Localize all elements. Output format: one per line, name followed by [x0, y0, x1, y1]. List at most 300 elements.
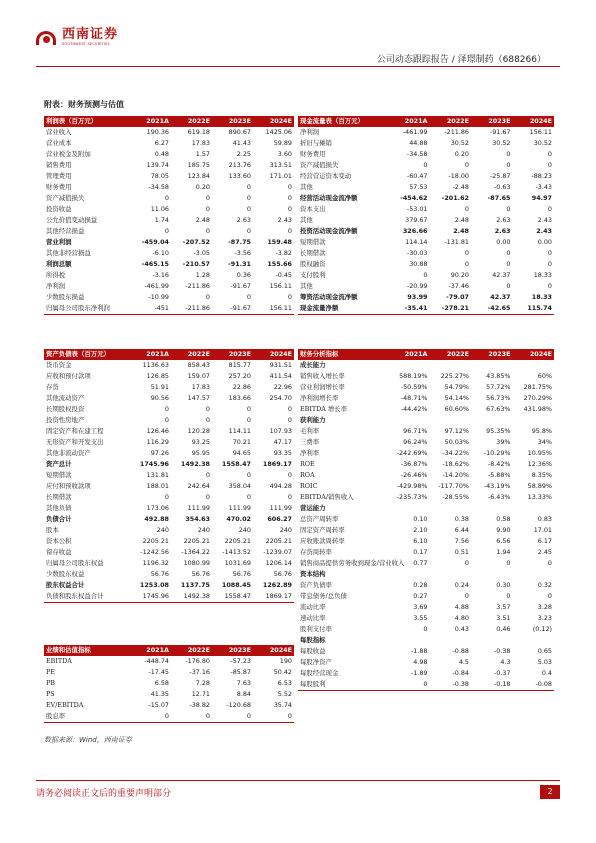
- cell-value: 0: [287, 194, 292, 202]
- cell-value: 173.06: [146, 504, 169, 512]
- row-label: 投资活动现金流净额: [300, 227, 358, 235]
- cell-value: 58.89%: [527, 482, 552, 490]
- cell-value: 11.06: [150, 205, 169, 213]
- cell-value: [471, 360, 513, 371]
- cell-value: 0: [547, 260, 552, 268]
- row-label: 股利支付率: [300, 625, 332, 633]
- cell-value: [430, 503, 472, 514]
- cell-value: 0: [506, 260, 511, 268]
- cell-value: 60.60%: [444, 405, 469, 413]
- row-label: EBITDA: [46, 657, 72, 665]
- row-label: 总资产周转率: [300, 515, 339, 523]
- cell-value: 97.26: [150, 449, 169, 457]
- cell-value: 0: [547, 205, 552, 213]
- header-divider: [36, 66, 560, 67]
- cell-value: 240: [197, 526, 210, 534]
- cell-value: 0: [246, 405, 251, 413]
- cell-value: 30.52: [533, 139, 552, 147]
- cell-value: 0: [547, 282, 552, 290]
- row-label: EV/EBITDA: [46, 701, 84, 709]
- table-row: [44, 215, 294, 226]
- cell-value: -10.29%: [483, 449, 511, 457]
- cell-value: 0: [205, 205, 210, 213]
- cell-value: 0: [246, 416, 251, 424]
- cell-value: -429.98%: [396, 482, 428, 490]
- cell-value: 0.10: [413, 515, 428, 523]
- cell-value: 2.43: [537, 216, 552, 224]
- table-row: [298, 514, 554, 525]
- cell-value: 1.28: [195, 271, 210, 279]
- table-row: [44, 237, 294, 248]
- cell-value: 93.99: [407, 293, 428, 301]
- cell-value: 240: [156, 526, 169, 534]
- cell-value: -48.71%: [400, 394, 428, 402]
- footer-divider: [36, 780, 560, 781]
- cell-value: 1.94: [496, 548, 511, 556]
- table-row: [298, 547, 554, 558]
- cell-value: -0.38: [430, 679, 472, 691]
- table-row: [44, 459, 294, 470]
- cell-value: -37.46: [448, 282, 469, 290]
- row-label: 投资收益: [46, 205, 72, 213]
- table-row: [44, 204, 294, 215]
- cell-value: [471, 635, 513, 646]
- cell-value: 171.01: [269, 172, 292, 180]
- column-header-year: 2024E: [253, 116, 294, 127]
- cell-value: 0.58: [496, 515, 511, 523]
- table-row: [44, 470, 294, 481]
- cell-value: 126.46: [146, 427, 169, 435]
- row-label: 每股指标: [300, 636, 326, 644]
- cell-value: -85.87: [230, 668, 251, 676]
- cell-value: -38.82: [189, 701, 210, 709]
- row-label: 长期借款: [46, 493, 72, 501]
- table-row: [298, 303, 554, 315]
- column-header-year: 2021A: [388, 116, 430, 127]
- cell-value: 313.51: [269, 161, 292, 169]
- cell-value: 0: [506, 559, 511, 567]
- cell-value: -278.21: [430, 303, 472, 315]
- cell-value: 18.33: [531, 293, 552, 301]
- cell-value: -211.86: [171, 303, 212, 315]
- cell-value: 18.33: [533, 271, 552, 279]
- table-row: [44, 171, 294, 182]
- cell-value: -0.08: [513, 679, 555, 691]
- cell-value: 1869.17: [262, 460, 292, 468]
- cell-value: -459.04: [141, 238, 169, 246]
- cell-value: 34%: [537, 438, 552, 446]
- cell-value: 0.51: [454, 548, 469, 556]
- cell-value: [388, 569, 430, 580]
- cell-value: 0: [547, 592, 552, 600]
- table-row: [298, 270, 554, 281]
- cell-value: 1492.38: [171, 591, 212, 603]
- cell-value: 0: [464, 260, 469, 268]
- table-row: [44, 270, 294, 281]
- cell-value: 254.70: [269, 394, 292, 402]
- row-label: 公允价值变动损益: [46, 216, 98, 224]
- cell-value: 0: [547, 559, 552, 567]
- cell-value: 1137.75: [180, 581, 210, 589]
- cell-value: 2.43: [277, 216, 292, 224]
- cell-value: 41.43: [232, 139, 251, 147]
- cell-value: 0: [547, 161, 552, 169]
- cell-value: 17.83: [191, 139, 210, 147]
- row-label: 利润总额: [46, 260, 72, 268]
- cell-value: -26.46%: [400, 471, 428, 479]
- cell-value: 1425.06: [265, 128, 292, 136]
- column-header-year: 2021A: [388, 349, 430, 360]
- table-row: [298, 635, 554, 646]
- cell-value: 54.14%: [444, 394, 469, 402]
- cell-value: 2.48: [454, 216, 469, 224]
- cell-value: 0: [547, 249, 552, 257]
- cell-value: 9.90: [496, 526, 511, 534]
- row-label: 每股收益: [300, 647, 326, 655]
- cell-value: 50.03%: [444, 438, 469, 446]
- cell-value: 5.03: [537, 658, 552, 666]
- cell-value: 0.36: [236, 271, 251, 279]
- cell-value: -91.67: [489, 128, 511, 136]
- row-label: 所得税: [46, 271, 66, 279]
- row-label: 获利能力: [300, 416, 326, 424]
- cell-value: 0: [205, 471, 210, 479]
- cell-value: 94.65: [232, 449, 251, 457]
- row-label: 其他: [300, 183, 313, 191]
- cell-value: 7.63: [236, 679, 251, 687]
- cell-value: -461.99: [402, 128, 428, 136]
- cell-value: 0.32: [537, 581, 552, 589]
- cell-value: 47.17: [273, 438, 292, 446]
- row-label: 其他经营损益: [46, 227, 85, 235]
- row-label: 管理费用: [46, 172, 72, 180]
- column-header-year: 2022E: [430, 349, 472, 360]
- cell-value: 44.88: [409, 139, 428, 147]
- table-row: [298, 171, 554, 182]
- cell-value: 56.76: [191, 570, 210, 578]
- cell-value: -42.65: [471, 303, 513, 315]
- column-header-year: 2024E: [513, 349, 555, 360]
- report-title: 公司动态跟踪报告 / 泽璟制药（688266）: [376, 55, 546, 65]
- row-label: 销售收入增长率: [300, 372, 345, 380]
- cell-value: [388, 415, 430, 426]
- cell-value: 6.53: [277, 679, 292, 687]
- cell-value: 0: [464, 205, 469, 213]
- column-header-label: 资产负债表（百万元）: [44, 349, 130, 360]
- data-source-note: 数据来源：Wind，西南证券: [44, 736, 132, 744]
- cell-value: 0: [246, 227, 251, 235]
- cell-value: 42.37: [492, 271, 511, 279]
- cell-value: 1206.14: [265, 559, 292, 567]
- cell-value: 60%: [537, 372, 552, 380]
- cell-value: 1088.45: [221, 581, 251, 589]
- cell-value: 358.04: [228, 482, 251, 490]
- column-header-year: 2023E: [212, 349, 253, 360]
- cell-value: 890.67: [228, 128, 251, 136]
- cell-value: 240: [279, 526, 292, 534]
- cell-value: 90.20: [450, 271, 469, 279]
- cell-value: 2205.21: [265, 537, 292, 545]
- cell-value: -87.65: [487, 194, 511, 202]
- row-label: 应收和预付款项: [46, 372, 91, 380]
- table-row: [44, 393, 294, 404]
- cell-value: -176.80: [185, 657, 210, 665]
- table-header-row: [298, 116, 554, 127]
- table-row: [298, 580, 554, 591]
- cell-value: -10.99: [148, 293, 169, 301]
- row-label: 归属母公司股东净利润: [44, 303, 130, 315]
- row-label: 营业成本: [46, 139, 72, 147]
- cell-value: -211.86: [444, 128, 469, 136]
- row-label: 应收账款周转率: [300, 537, 345, 545]
- table-row: [44, 281, 294, 292]
- cell-value: -30.03: [406, 249, 428, 257]
- cell-value: 0: [506, 282, 511, 290]
- cell-value: -1.88: [410, 647, 428, 655]
- table-row: [298, 602, 554, 613]
- cell-value: -211.86: [185, 282, 210, 290]
- row-label: 短期借款: [300, 238, 326, 246]
- cell-value: -50.59%: [400, 383, 428, 391]
- table-row: [44, 127, 294, 138]
- row-label: 其他: [300, 216, 313, 224]
- cell-value: 70.21: [232, 438, 251, 446]
- column-header-year: 2023E: [471, 349, 513, 360]
- table-row: [44, 492, 294, 503]
- cell-value: 619.18: [187, 128, 210, 136]
- cell-value: 1558.47: [221, 460, 251, 468]
- cell-value: 354.63: [185, 515, 210, 523]
- table-row: [44, 360, 294, 371]
- column-header-year: 2021A: [130, 645, 171, 656]
- column-header-year: 2022E: [430, 116, 472, 127]
- cell-value: 1745.96: [139, 460, 169, 468]
- cell-value: 1080.99: [183, 559, 210, 567]
- column-header-label: 现金流量表（百万元）: [298, 116, 388, 127]
- cell-value: -6.43%: [487, 493, 511, 501]
- cell-value: 326.66: [402, 227, 428, 235]
- table-row: [298, 481, 554, 492]
- table-row: [44, 525, 294, 536]
- row-label: 固定资产和在建工程: [46, 427, 104, 435]
- table-row: [298, 459, 554, 470]
- table-row: [298, 138, 554, 149]
- column-header-label: 利润表（百万元）: [44, 116, 130, 127]
- table-row: [298, 426, 554, 437]
- column-header-year: 2023E: [212, 116, 253, 127]
- cell-value: -131.81: [444, 238, 469, 246]
- cell-value: 3.55: [413, 614, 428, 622]
- cell-value: 111.99: [187, 504, 210, 512]
- cell-value: 0: [423, 161, 428, 169]
- table-row: [298, 503, 554, 514]
- table-row: [44, 226, 294, 237]
- table-row: [44, 547, 294, 558]
- table-row: [44, 404, 294, 415]
- table-row: [44, 667, 294, 678]
- cell-value: -210.57: [182, 260, 210, 268]
- cell-value: 116.29: [146, 438, 169, 446]
- table-row: [44, 303, 294, 315]
- cell-value: 931.51: [269, 361, 292, 369]
- table-row: [298, 237, 554, 248]
- cell-value: 588.19%: [399, 372, 428, 380]
- cell-value: 0.20: [195, 183, 210, 191]
- page-header: [0, 0, 596, 70]
- row-label: 股息率: [44, 711, 130, 723]
- cell-value: 190: [279, 657, 292, 665]
- column-header-year: 2022E: [171, 645, 212, 656]
- cell-value: -60.47: [406, 172, 428, 180]
- row-label: 每股股利: [298, 679, 388, 691]
- table-row: [298, 382, 554, 393]
- cell-value: -14.20%: [442, 471, 469, 479]
- table-row: [298, 613, 554, 624]
- cell-value: 17.01: [533, 526, 552, 534]
- row-label: 资产负债率: [300, 581, 332, 589]
- cell-value: 13.33%: [527, 493, 552, 501]
- table-row: [298, 281, 554, 292]
- cell-value: 4.5: [458, 658, 469, 666]
- table-row: [44, 689, 294, 700]
- cell-value: 0.27: [413, 592, 428, 600]
- cell-value: -0.18: [471, 679, 513, 691]
- table-row: [298, 646, 554, 657]
- logo-mark-icon: [36, 29, 58, 47]
- cell-value: 431.98%: [523, 405, 552, 413]
- cell-value: 57.72%: [486, 383, 511, 391]
- cell-value: 1.74: [154, 216, 169, 224]
- cell-value: 10.95%: [527, 449, 552, 457]
- cell-value: -43.19%: [483, 482, 511, 490]
- table-row: [298, 657, 554, 668]
- valuation-table: [44, 645, 294, 723]
- table-row: [44, 259, 294, 270]
- cell-value: [513, 360, 555, 371]
- cell-value: 0: [464, 592, 469, 600]
- row-label: 销售商品提供劳务收到现金/营业收入: [300, 559, 405, 567]
- cell-value: 0: [464, 559, 469, 567]
- cell-value: 111.99: [269, 504, 292, 512]
- row-label: 净利润增长率: [300, 394, 339, 402]
- cell-value: -3.56: [234, 249, 251, 257]
- column-header-year: 2021A: [130, 349, 171, 360]
- cell-value: 281.75%: [523, 383, 552, 391]
- cell-value: 1.57: [195, 150, 210, 158]
- cell-value: 183.66: [228, 394, 251, 402]
- cell-value: -201.62: [441, 194, 469, 202]
- row-label: 负债合计: [46, 515, 72, 523]
- cell-value: -57.23: [230, 657, 251, 665]
- cell-value: 51.91: [150, 383, 169, 391]
- row-label: 投资性房地产: [46, 416, 85, 424]
- cell-value: 1196.32: [142, 559, 169, 567]
- cell-value: 56.76: [273, 570, 292, 578]
- cell-value: -451: [130, 303, 171, 315]
- cell-value: 606.27: [267, 515, 292, 523]
- cell-value: 8.35%: [531, 471, 552, 479]
- cell-value: 2.63: [236, 216, 251, 224]
- cell-value: 0: [205, 493, 210, 501]
- cell-value: [430, 360, 472, 371]
- table-row: [298, 668, 554, 679]
- table-row: [298, 492, 554, 503]
- column-header-year: 2023E: [471, 116, 513, 127]
- cell-value: 0: [171, 711, 212, 723]
- table-row: [44, 382, 294, 393]
- row-label: 筹资活动现金流净额: [300, 293, 358, 301]
- table-row: [44, 711, 294, 723]
- cell-value: 7.28: [195, 679, 210, 687]
- cell-value: -18.00: [448, 172, 469, 180]
- cell-value: -17.45: [148, 668, 169, 676]
- cell-value: 213.76: [228, 161, 251, 169]
- cell-value: 90.56: [150, 394, 169, 402]
- cell-value: 0: [164, 493, 169, 501]
- cell-value: -117.70%: [438, 482, 469, 490]
- cell-value: 815.77: [228, 361, 251, 369]
- cell-value: 3.51: [496, 614, 511, 622]
- cell-value: 3.23: [537, 614, 552, 622]
- cell-value: 4.88: [454, 603, 469, 611]
- cell-value: 39%: [496, 438, 511, 446]
- table-row: [298, 193, 554, 204]
- row-label: 股权融资: [300, 260, 326, 268]
- row-label: 其他负债: [46, 504, 72, 512]
- cell-value: -120.68: [226, 701, 251, 709]
- cell-value: -6.10: [152, 249, 169, 257]
- row-label: 流动比率: [300, 603, 326, 611]
- cell-value: -79.07: [446, 293, 469, 301]
- table-row: [298, 591, 554, 602]
- cell-value: 111.99: [228, 504, 251, 512]
- cell-value: [388, 503, 430, 514]
- cell-value: -207.52: [182, 238, 210, 246]
- cell-value: 5.52: [277, 690, 292, 698]
- table-row: [44, 371, 294, 382]
- cell-value: -34.22%: [442, 449, 469, 457]
- cell-value: 2.45: [537, 548, 552, 556]
- column-header-label: 业绩和估值指标: [44, 645, 130, 656]
- cell-value: 1558.47: [212, 591, 253, 603]
- cell-value: 379.67: [405, 216, 428, 224]
- cell-value: -28.55%: [442, 493, 469, 501]
- section-title: 附表：财务预测与估值: [44, 100, 124, 109]
- row-label: 短期借款: [46, 471, 72, 479]
- table-header-row: [44, 645, 294, 656]
- cell-value: -465.15: [141, 260, 169, 268]
- cell-value: 120.28: [187, 427, 210, 435]
- cell-value: -88.23: [531, 172, 552, 180]
- column-header-year: 2024E: [253, 349, 294, 360]
- cell-value: 0.00: [496, 238, 511, 246]
- row-label: 资本公积: [46, 537, 72, 545]
- cell-value: 858.43: [187, 361, 210, 369]
- cell-value: 123.84: [187, 172, 210, 180]
- cell-value: -91.67: [212, 303, 253, 315]
- cell-value: 96.71%: [403, 427, 428, 435]
- cell-value: -91.67: [230, 282, 251, 290]
- cell-value: -15.07: [148, 701, 169, 709]
- table-row: [44, 193, 294, 204]
- cell-value: 0: [506, 205, 511, 213]
- cell-value: 0.00: [537, 238, 552, 246]
- cell-value: 6.10: [413, 537, 428, 545]
- cell-value: 2.63: [494, 227, 511, 235]
- disclaimer-text: 请务必阅读正文后的重要声明部分: [36, 789, 172, 799]
- cell-value: -0.63: [493, 183, 511, 191]
- row-label: 带息债务/总负债: [300, 592, 347, 600]
